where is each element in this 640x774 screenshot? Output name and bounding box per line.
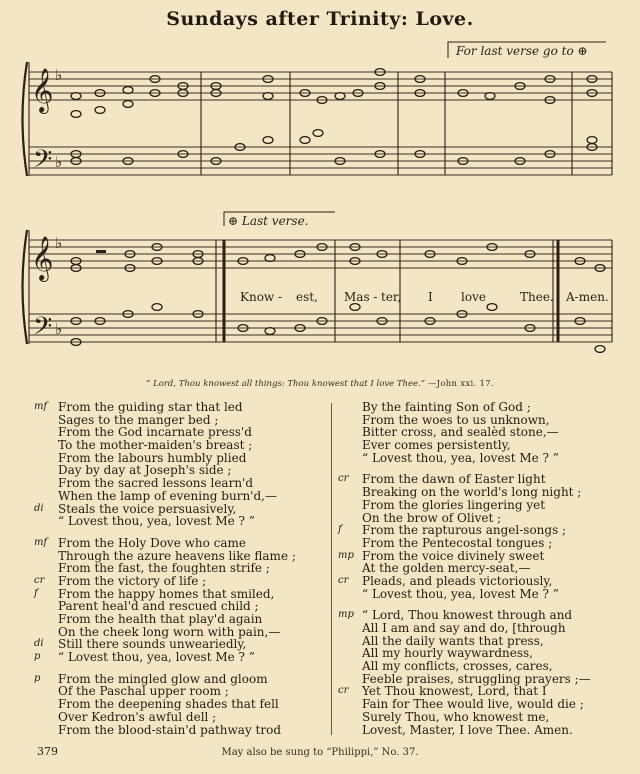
verse-line: f From the rapturous angel-songs ; (338, 523, 567, 538)
svg-text:♭: ♭ (55, 320, 63, 338)
verse-line: Surely Thou, who knowest me, (362, 709, 550, 724)
verse-line: “ Lovest thou, yea, lovest Me ? ” (58, 514, 255, 529)
epigraph-reference: —John xxi. 17. (427, 379, 494, 389)
verse-line: di Still there sounds unweariedly, (34, 637, 247, 652)
verse-line: Of the Paschal upper room ; (58, 684, 229, 699)
last-verse-direction: ⊕ Last verse. (228, 214, 309, 228)
verse-line: cr Yet Thou knowest, Lord, that I (338, 684, 547, 699)
verse-line: di Steals the voice persuasively, (34, 501, 237, 516)
alternate-tune-note: May also be sung to “Philippi,” No. 37. (221, 747, 419, 758)
dynamic-mark: mf (34, 401, 48, 412)
verse-line: From the labours humbly plied (58, 450, 247, 465)
stanza (336, 473, 636, 600)
verse-line: From the glories lingering yet (362, 497, 546, 512)
lyric-syllable: I (428, 290, 433, 304)
verse-line: Over Kedron's awful dell ; (58, 709, 217, 724)
stanza (34, 673, 326, 736)
hymn-text-left-column (34, 401, 326, 745)
verse-line: From the woes to us unknown, (362, 412, 550, 427)
verse-line: All my hourly waywardness, (362, 646, 533, 661)
column-divider (331, 403, 332, 735)
verse-line: Day by day at Joseph's side ; (58, 463, 232, 478)
verse-line: From the health that play'd again (58, 612, 263, 626)
epigraph-text: “ Lord, Thou knowest all things: Thou knowest that I love Thee.” (146, 379, 426, 389)
verse-line: All the daily wants that press, (362, 633, 544, 648)
verse-line: From the Pentecostal tongues ; (362, 535, 553, 550)
hymn-text-right-column (336, 401, 636, 745)
lyric-syllable: Mas - (344, 290, 378, 304)
verse-line: Fain for Thee would live, would die ; (362, 697, 584, 712)
verse-line: Parent heal'd and rescued child ; (58, 599, 259, 614)
svg-text:𝄢: 𝄢 (33, 145, 53, 180)
stanza (336, 609, 636, 736)
verse-line: To the mother-maiden's breast ; (58, 438, 253, 453)
verse-line: From the fast, the foughten strife ; (58, 561, 270, 576)
last-verse-go-to-direction: For last verse go to ⊕ (456, 44, 588, 58)
verse-line: p “ Lovest thou, yea, lovest Me ? ” (34, 650, 255, 665)
verse-line: mf From the Holy Dove who came (34, 535, 247, 550)
verse-line: “ Lovest thou, yea, lovest Me ? ” (362, 586, 559, 601)
verse-line: Breaking on the world's long night ; (362, 485, 582, 500)
verse-line: Sages to the manger bed ; (58, 412, 219, 427)
verse-line: From the deepening shades that fell (58, 697, 279, 712)
lyric-syllable: ter, (381, 290, 402, 304)
svg-text:𝄞: 𝄞 (31, 68, 54, 112)
verse-line: cr Pleads, and pleads victoriously, (338, 573, 553, 588)
svg-text:♭: ♭ (55, 153, 63, 171)
lyric-syllable: Know - (240, 290, 283, 304)
lyric-syllable: Thee. (520, 290, 554, 304)
verse-line: Bitter cross, and sealèd stone,— (362, 425, 559, 440)
verse-line: All I am and say and do, [through (362, 621, 566, 635)
verse-line: mp “ Lord, Thou knowest through and (338, 608, 573, 623)
lyric-syllable: A-men. (566, 290, 609, 304)
verse-line: At the golden mercy-seat,— (362, 561, 531, 576)
verse-line: p From the mingled glow and gloom (34, 671, 268, 686)
page-number: 379 (37, 745, 58, 758)
page-title: Sundays after Trinity: Love. (166, 8, 474, 30)
verse-line: On the brow of Olivet ; (362, 510, 502, 525)
verse-line: cr From the victory of life ; (34, 573, 207, 588)
notes-treble-2 (71, 244, 605, 272)
verse-line: mf From the guiding star that led (34, 400, 243, 414)
verse-line: “ Lovest thou, yea, lovest Me ? ” (362, 450, 559, 465)
verse-line: Ever comes persistently, (362, 438, 511, 453)
verse-line: Through the azure heavens like flame ; (58, 548, 296, 563)
svg-text:♭: ♭ (55, 66, 63, 84)
epigraph (0, 379, 640, 389)
verse-line: From the sacred lessons learn'd (58, 476, 254, 491)
svg-text:𝄞: 𝄞 (31, 236, 54, 280)
svg-text:♭: ♭ (55, 234, 63, 252)
verse-line: From the God incarnate press'd (58, 425, 252, 440)
verse-line: mp From the voice divinely sweet (338, 548, 545, 563)
lyric-syllable: est, (296, 290, 318, 304)
lyric-syllable: love (461, 290, 486, 304)
stanza (34, 537, 326, 664)
stanza (336, 401, 636, 464)
verse-line: By the fainting Son of God ; (362, 400, 531, 414)
verse-line: cr From the dawn of Easter light (338, 472, 546, 487)
verse-line: From the blood-stain'd pathway trod (58, 722, 282, 737)
svg-text:𝄢: 𝄢 (33, 312, 53, 347)
verse-line: Feeble praises, struggling prayers ;— (362, 671, 591, 686)
verse-line: Lovest, Master, I love Thee. Amen. (362, 722, 573, 737)
verse-line: f From the happy homes that smiled, (34, 586, 275, 601)
verse-line: When the lamp of evening burn'd,— (58, 488, 277, 503)
stanza (34, 401, 326, 528)
verse-line: On the cheek long worn with pain,— (58, 624, 281, 639)
verse-line: All my conflicts, crosses, cares, (362, 659, 553, 674)
